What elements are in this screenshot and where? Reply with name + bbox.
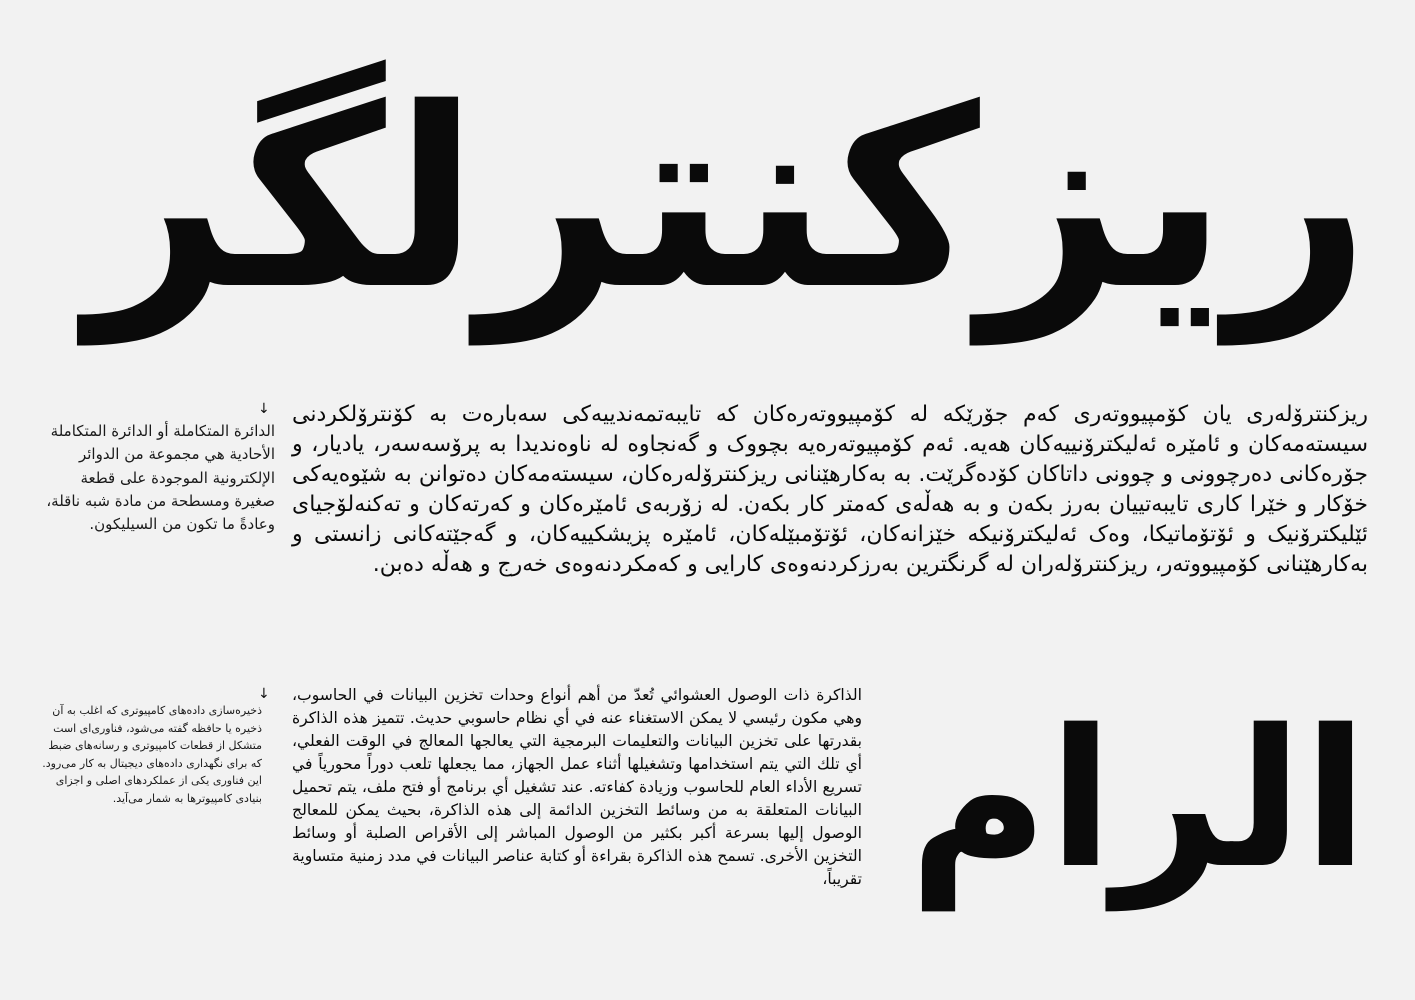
body-paragraph: الذاكرة ذات الوصول العشوائي تُعدّ من أهم أنواع وحدات تخزين البيانات في الحاسوب، وهي مكون رئيسي لا يمكن الاستغناء عنه في أي نظام حاسوبي حديث. تتميز هذه الذاكرة بقدرتها على تخزين البيانات والتعليمات البرمجية التي يعالجها المعالج في الوقت الفعلي، أي تلك التي يتم استخدامها وتشغيلها أثناء عمل الجهاز، مما يجعلها تلعب دوراً محورياً في تسريع الأداء العام للحاسوب وزيادة كفاءته. عند تشغيل أي برنامج أو فتح ملف، يتم تحميل البيانات المتعلقة به من وسائط التخزين الدائمة إلى هذه الذاكرة، بحيث يمكن للمعالج الوصول إليها بسرعة أكبر بكثير من الوصول المباشر إلى الأقراص الصلبة أو وسائط التخزين الأخرى. تسمح هذه الذاكرة بقراءة أو كتابة عناصر البيانات في مدد زمنية متساوية تقريباً،: [292, 686, 862, 888]
arrow-down-icon: ↓: [258, 401, 270, 417]
section-title: الرام: [908, 689, 1368, 910]
side-note: ذخیره‌سازی داده‌های کامپیوتری که اغلب به آن ذخیره یا حافظه گفته می‌شود، فناوری‌ای است متشکل از قطعات کامپیوتری و رسانه‌های ضبط که برای نگهداری داده‌های دیجیتال به کار می‌رود. این فناوری یکی از عملکردهای اصلی و اجزای بنیادی کامپیوترها به شمار می‌آید.: [42, 704, 262, 805]
page-title: ریزکنترلگر: [87, 56, 1370, 344]
side-note: الدائرة المتكاملة أو الدائرة المتكاملة الأحادية هي مجموعة من الدوائر الإلكترونية الموجودة على قطعة صغيرة ومسطحة من مادة شبه ناقلة، وعادةً ما تكون من السيليكون.: [46, 422, 275, 534]
arrow-down-icon: ↓: [258, 686, 270, 702]
body-paragraph: ریزکنترۆلەری یان کۆمپیووتەری کەم جۆرێکە لە کۆمپیووتەرەکان کە تایبەتمەندییەکی سەبارەت بە کۆنترۆلکردنی سیستەمەکان و ئامێرە ئەلیکترۆنییەکان هەیە. ئەم کۆمپیوتەرەیە بچووک و گەنجاوە لە ناوەندیدا بە پرۆسەسەر، یادیار، و جۆرەکانی دەرچوونی و چوونی داتاکان کۆدەگرێت. بە بەکارهێنانی ریزکنترۆلەرەکان، سیستەمەکان دەتوانن بە شێوەیەکی خۆکار و خێرا کاری تایبەتییان بەرز بکەن و بە هەڵەی کەمتر کار بکەن. لە زۆربەی ئامێرەکان و کەرتەکان و تەکنەلۆجیای ئێلیکترۆنیک و ئۆتۆماتیکا، وەک ئەلیکترۆنیکە خێزانەکان، ئۆتۆمبێلەکان، ئامێرە پزیشکییەکان، و گەجێتەکانی زانستی و بەکارهێنانی کۆمپیووتەر، ریزکنترۆلەران لە گرنگترین بەرزکردنەوەی کارایی و کەمکردنەوەی خەرج و هەڵە دەبن.: [292, 402, 1368, 577]
